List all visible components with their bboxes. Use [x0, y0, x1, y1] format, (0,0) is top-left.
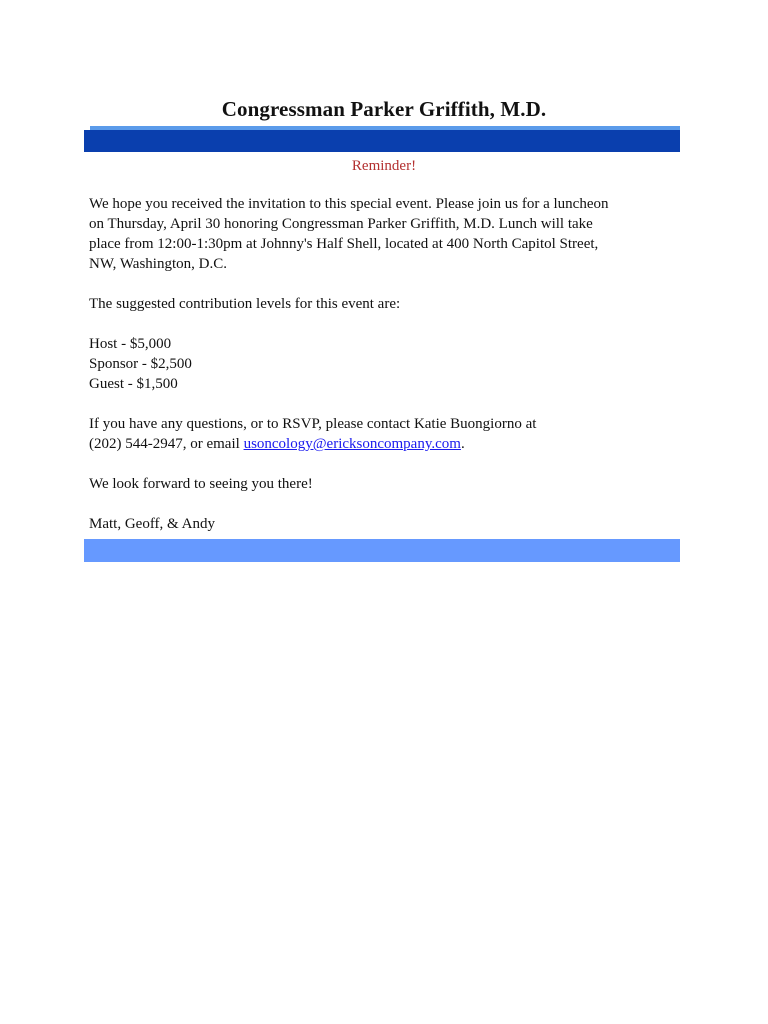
intro-line: on Thursday, April 30 honoring Congressman Parker Griffith, M.D. Lunch will take [89, 216, 593, 232]
contact-line: If you have any questions, or to RSVP, please contact Katie Buongiorno at [89, 416, 537, 432]
intro-line: place from 12:00-1:30pm at Johnny's Half Shell, located at 400 North Capitol Street, [89, 236, 599, 252]
reminder-heading: Reminder! [351, 158, 417, 174]
contribution-level-host: Host - $5,000 [89, 336, 172, 352]
page-title: Congressman Parker Griffith, M.D. [221, 97, 547, 121]
letter-body [89, 194, 679, 534]
header-accent-bar-dark [84, 130, 680, 152]
closing-line: We look forward to seeing you there! [89, 476, 313, 492]
contribution-level-sponsor: Sponsor - $2,500 [89, 356, 192, 372]
email-link[interactable]: usoncology@ericksoncompany.com [243, 436, 461, 452]
contact-paragraph [89, 414, 679, 454]
contact-phone-text: (202) 544-2947, or email [89, 436, 244, 452]
signature: Matt, Geoff, & Andy [89, 516, 215, 532]
intro-line: NW, Washington, D.C. [89, 256, 227, 272]
contact-line-end: . [460, 436, 465, 452]
contribution-intro: The suggested contribution levels for this event are: [89, 296, 401, 312]
footer-accent-bar [84, 539, 680, 562]
contribution-levels-list [89, 334, 679, 394]
intro-paragraph [89, 194, 679, 274]
intro-line: We hope you received the invitation to this special event. Please join us for a luncheon [89, 196, 609, 212]
contribution-level-guest: Guest - $1,500 [89, 376, 178, 392]
